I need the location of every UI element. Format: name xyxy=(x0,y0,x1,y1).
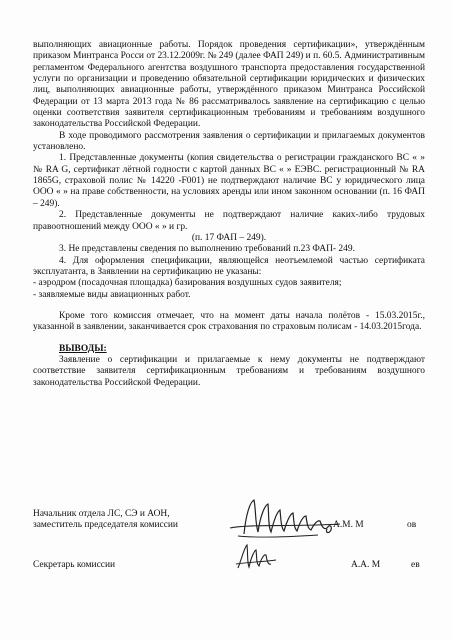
paragraph-bullet-aerodrome: - аэродром (посадочная площадка) базирования воздушных судов заявителя; xyxy=(33,278,342,289)
paragraph-conclusion: Заявление о сертификации и прилагаемые к нему документы не подтверждают соответствие заявителя сертификационным требованиям и требованиям воздушного законодательства Российской Федерации. xyxy=(33,354,425,388)
paragraph-findings-lead: В ходе проводимого рассмотрения заявления о сертификации и прилагаемых документов установлено. xyxy=(33,130,425,153)
document-body xyxy=(33,40,425,389)
paragraph-item-2-ref: (п. 17 ФАП – 249). xyxy=(191,232,267,243)
paragraph-item-1: 1. Представленные документы (копия свидетельства о регистрации гражданского ВС « » № RA G, сертификат лётной годности с картой данных ВС « » ЕЭВС. регистрационный № RA 1865G, страховой полис № 14220 -F001) не подтверждают наличие ВС у юридического лица ООО « » на праве собственности, на условиях аренды или ином законном основании (п. 16 ФАП – 249). xyxy=(33,153,425,209)
chief-title-line2: заместитель председателя комиссии xyxy=(33,520,178,531)
paragraph-intro: выполняющих авиационные работы. Порядок проведения сертификации», утверждённым приказом Минтранса Росси от 23.12.2009г. № 249 (далее ФАП 249) и п. 60.5. Административным регламентом Федерального агентства воздушного транспорта предоставления государственной услуги по организации и проведению обязательной сертификации юридических и физических лиц, выполняющих авиационные работы, утверждённого приказом Минтранса Российской Федерации от 13 марта 2013 года № 86 рассматривалось заявление на сертификацию с целью оценки соответствия заявителя сертификационным требованиям и требованиям воздушного законодательства Российской Федерации. xyxy=(33,40,425,130)
secretary-name-tail: ев xyxy=(411,560,420,570)
chief-name: А.М. М xyxy=(333,520,364,531)
paragraph-item-3: 3. Не представлены сведения по выполнению требований п.23 ФАП- 249. xyxy=(59,244,355,255)
secretary-title: Секретарь комиссии xyxy=(33,560,116,570)
paragraph-bullet-work-types: - заявляемые виды авиационных работ. xyxy=(33,289,191,300)
chief-title-line1: Начальник отдела ЛС, СЭ и АОН, xyxy=(33,509,170,519)
paragraph-item-4: 4. Для оформления спецификации, являющейся неотъемлемой частью сертификата эксплуатанта, в Заявлении на сертификацию не указаны: xyxy=(33,255,425,277)
paragraph-item-2: 2. Представленные документы не подтверждают наличие каких-либо трудовых правоотношений между ООО « » и гр. xyxy=(33,210,425,232)
conclusions-heading: ВЫВОДЫ: xyxy=(59,343,107,354)
secretary-name: А.А. М xyxy=(351,560,381,570)
paragraph-insurance-note: Кроме того комиссия отмечает, что на момент даты начала полётов - 15.03.2015г., указанной в заявлении, заканчивается срок страхования по страховым полисам - 14.03.2015года. xyxy=(33,310,425,333)
secretary-handwritten-signature xyxy=(234,542,278,572)
chief-handwritten-signature xyxy=(228,494,346,544)
chief-name-tail: ов xyxy=(407,520,417,531)
